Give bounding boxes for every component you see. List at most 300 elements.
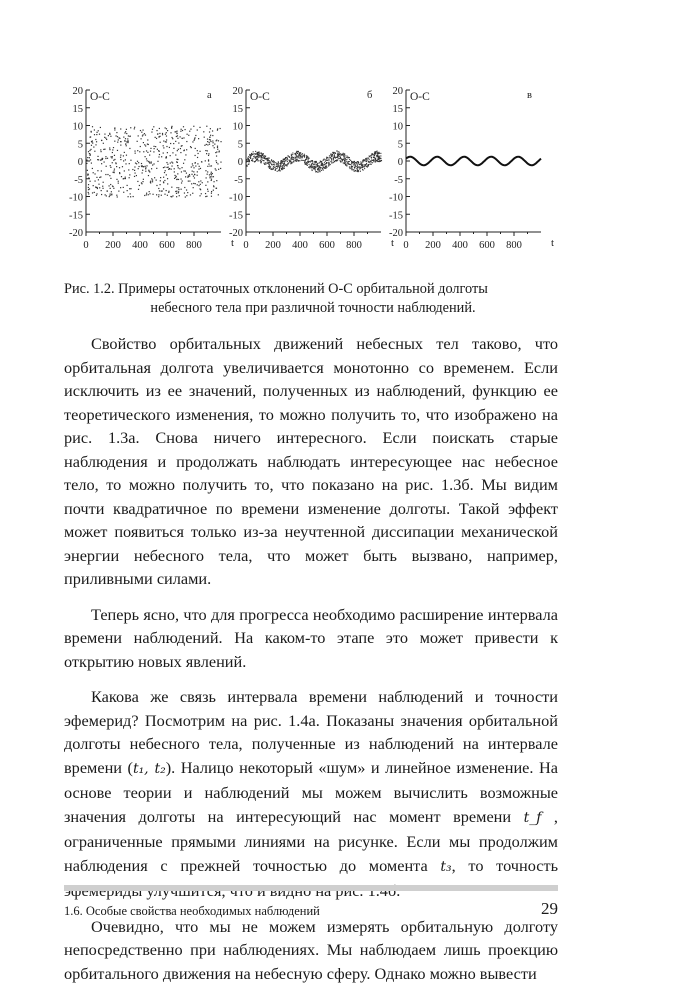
data-point — [92, 140, 93, 141]
data-point — [148, 194, 149, 195]
data-point — [166, 128, 167, 129]
x-tick-label: 400 — [132, 240, 148, 251]
time-t3-symbol: t₃ — [440, 858, 452, 875]
data-point — [114, 129, 115, 130]
chart-panel-3 — [389, 86, 554, 251]
data-point — [206, 177, 207, 178]
data-point — [185, 176, 186, 177]
data-point — [374, 153, 375, 154]
data-point — [192, 193, 193, 194]
data-point — [367, 158, 368, 159]
data-point — [184, 159, 185, 160]
data-point — [178, 142, 179, 143]
data-point — [218, 169, 219, 170]
data-point — [100, 151, 101, 152]
data-point — [333, 158, 334, 159]
x-tick-label: 400 — [452, 240, 468, 251]
y-tick-label: -20 — [229, 228, 243, 239]
data-point — [304, 154, 305, 155]
data-point — [217, 130, 218, 131]
data-point — [162, 133, 163, 134]
data-point — [364, 160, 365, 161]
data-point — [260, 153, 261, 154]
page-number: 29 — [541, 899, 558, 918]
data-point — [371, 154, 372, 155]
data-point — [359, 169, 360, 170]
data-point — [315, 171, 316, 172]
data-point — [350, 164, 351, 165]
data-point — [269, 160, 270, 161]
data-point — [96, 132, 97, 133]
data-point — [374, 151, 375, 152]
data-point — [335, 157, 336, 158]
data-point — [360, 161, 361, 162]
data-point — [287, 161, 288, 162]
data-point — [124, 170, 125, 171]
data-point — [295, 160, 296, 161]
data-point — [183, 163, 184, 164]
data-point — [158, 150, 159, 151]
data-point — [102, 159, 103, 160]
data-point — [210, 176, 211, 177]
data-point — [181, 167, 182, 168]
data-point — [189, 131, 190, 132]
data-point — [100, 176, 101, 177]
data-point — [273, 168, 274, 169]
data-point — [171, 137, 172, 138]
data-point — [348, 163, 349, 164]
data-point — [207, 191, 208, 192]
data-point — [357, 163, 358, 164]
data-point — [340, 153, 341, 154]
data-point — [257, 154, 258, 155]
data-point — [218, 151, 219, 152]
data-point — [375, 159, 376, 160]
data-point — [255, 157, 256, 158]
data-point — [338, 153, 339, 154]
data-point — [373, 161, 374, 162]
data-point — [93, 185, 94, 186]
data-point — [106, 166, 107, 167]
data-point — [381, 160, 382, 161]
data-point — [86, 163, 87, 164]
data-point — [119, 172, 120, 173]
data-point — [160, 180, 161, 181]
data-point — [90, 136, 91, 137]
data-point — [129, 177, 130, 178]
data-point — [329, 157, 330, 158]
data-point — [125, 177, 126, 178]
data-point — [100, 127, 101, 128]
data-point — [202, 182, 203, 183]
data-point — [189, 180, 190, 181]
data-point — [255, 153, 256, 154]
data-point — [345, 161, 346, 162]
data-point — [334, 161, 335, 162]
data-point — [193, 126, 194, 127]
data-point — [313, 164, 314, 165]
x-tick-label: 400 — [292, 240, 308, 251]
data-point — [143, 151, 144, 152]
data-point — [149, 191, 150, 192]
data-point — [287, 164, 288, 165]
data-point — [96, 177, 97, 178]
data-point — [110, 136, 111, 137]
data-point — [120, 128, 121, 129]
data-point — [309, 164, 310, 165]
x-axis-label: t — [231, 237, 235, 249]
data-point — [279, 170, 280, 171]
data-point — [206, 196, 207, 197]
data-point — [364, 168, 365, 169]
data-point — [192, 141, 193, 142]
data-point — [212, 130, 213, 131]
data-point — [112, 156, 113, 157]
y-tick-label: 5 — [77, 139, 83, 151]
data-point — [97, 170, 98, 171]
data-point — [284, 163, 285, 164]
data-point — [304, 155, 305, 156]
data-point — [147, 160, 148, 161]
data-point — [349, 168, 350, 169]
data-point — [258, 154, 259, 155]
data-point — [281, 160, 282, 161]
data-point — [92, 126, 93, 127]
data-point — [207, 181, 208, 182]
data-point — [200, 168, 201, 169]
data-point — [102, 186, 103, 187]
data-point — [183, 150, 184, 151]
data-point — [368, 158, 369, 159]
data-point — [123, 187, 124, 188]
data-point — [261, 153, 262, 154]
y-tick-label: -5 — [394, 174, 403, 186]
data-point — [283, 161, 284, 162]
data-point — [306, 164, 307, 165]
data-point — [97, 156, 98, 157]
data-point — [377, 159, 378, 160]
data-point — [281, 162, 282, 163]
data-point — [194, 174, 195, 175]
data-point — [94, 180, 95, 181]
data-point — [318, 163, 319, 164]
data-point — [194, 138, 195, 139]
data-point — [353, 169, 354, 170]
data-point — [248, 156, 249, 157]
data-point — [109, 134, 110, 135]
data-point — [214, 147, 215, 148]
data-point — [109, 195, 110, 196]
data-point — [112, 162, 113, 163]
data-point — [358, 161, 359, 162]
body-text — [64, 332, 558, 997]
data-point — [184, 129, 185, 130]
data-point — [371, 164, 372, 165]
data-point — [366, 163, 367, 164]
data-point — [145, 171, 146, 172]
data-point — [151, 131, 152, 132]
data-point — [126, 141, 127, 142]
y-tick-label: -15 — [69, 210, 83, 222]
data-point — [134, 127, 135, 128]
data-point — [175, 131, 176, 132]
data-point — [142, 165, 143, 166]
data-point — [333, 162, 334, 163]
data-point — [146, 193, 147, 194]
data-point — [372, 162, 373, 163]
data-point — [101, 170, 102, 171]
data-point — [283, 163, 284, 164]
data-point — [143, 166, 144, 167]
data-point — [325, 163, 326, 164]
data-point — [280, 166, 281, 167]
data-point — [135, 162, 136, 163]
data-point — [328, 160, 329, 161]
y-tick-label: 10 — [392, 121, 403, 133]
data-point — [128, 135, 129, 136]
data-point — [156, 130, 157, 131]
data-point — [192, 171, 193, 172]
data-point — [137, 181, 138, 182]
data-point — [188, 176, 189, 177]
data-point — [297, 157, 298, 158]
data-point — [120, 155, 121, 156]
data-point — [334, 157, 335, 158]
paragraph-3 — [64, 685, 558, 903]
data-point — [371, 162, 372, 163]
data-point — [89, 157, 90, 158]
data-point — [339, 152, 340, 153]
data-point — [209, 174, 210, 175]
data-point — [156, 185, 157, 186]
data-point — [140, 138, 141, 139]
data-point — [96, 141, 97, 142]
data-point — [319, 162, 320, 163]
data-point — [309, 167, 310, 168]
data-point — [213, 181, 214, 182]
data-point — [205, 160, 206, 161]
data-point — [287, 163, 288, 164]
data-point — [268, 160, 269, 161]
data-point — [101, 194, 102, 195]
data-point — [261, 155, 262, 156]
data-point — [183, 170, 184, 171]
data-point — [166, 157, 167, 158]
x-tick-label: 800 — [346, 240, 362, 251]
x-tick-label: 800 — [506, 240, 522, 251]
data-point — [96, 134, 97, 135]
data-point — [255, 160, 256, 161]
data-point — [218, 140, 219, 141]
data-point — [149, 193, 150, 194]
data-point — [280, 164, 281, 165]
data-point — [144, 133, 145, 134]
data-point — [111, 191, 112, 192]
data-point — [270, 168, 271, 169]
data-point — [341, 154, 342, 155]
data-point — [205, 185, 206, 186]
data-point — [362, 165, 363, 166]
data-point — [147, 139, 148, 140]
data-point — [253, 153, 254, 154]
data-point — [289, 157, 290, 158]
data-point — [115, 162, 116, 163]
data-point — [161, 195, 162, 196]
figure-svg — [58, 78, 618, 258]
data-point — [172, 162, 173, 163]
data-point — [197, 153, 198, 154]
data-point — [149, 154, 150, 155]
data-point — [345, 158, 346, 159]
data-point — [328, 159, 329, 160]
data-point — [287, 159, 288, 160]
data-point — [112, 185, 113, 186]
data-point — [201, 193, 202, 194]
data-point — [150, 151, 151, 152]
data-point — [88, 192, 89, 193]
data-point — [311, 165, 312, 166]
data-point — [99, 134, 100, 135]
data-point — [168, 167, 169, 168]
data-point — [361, 162, 362, 163]
data-point — [155, 146, 156, 147]
data-point — [249, 161, 250, 162]
data-point — [213, 190, 214, 191]
data-point — [314, 169, 315, 170]
y-tick-label: 20 — [232, 86, 243, 97]
data-point — [186, 141, 187, 142]
data-point — [100, 149, 101, 150]
data-point — [179, 195, 180, 196]
data-point — [153, 126, 154, 127]
data-point — [268, 162, 269, 163]
data-point — [354, 161, 355, 162]
panel-letter: а — [207, 90, 212, 101]
data-point — [373, 159, 374, 160]
data-point — [321, 167, 322, 168]
data-point — [148, 175, 149, 176]
data-point — [321, 170, 322, 171]
data-point — [153, 151, 154, 152]
data-point — [267, 158, 268, 159]
data-point — [208, 160, 209, 161]
data-point — [340, 161, 341, 162]
data-point — [132, 169, 133, 170]
data-point — [114, 127, 115, 128]
data-point — [220, 128, 221, 129]
data-point — [91, 162, 92, 163]
data-point — [308, 159, 309, 160]
data-point — [349, 161, 350, 162]
data-point — [189, 174, 190, 175]
data-point — [220, 141, 221, 142]
data-point — [344, 153, 345, 154]
data-point — [252, 158, 253, 159]
data-point — [113, 172, 114, 173]
data-point — [159, 184, 160, 185]
data-point — [331, 155, 332, 156]
data-point — [199, 166, 200, 167]
figure-1-2 — [58, 78, 618, 258]
data-point — [345, 155, 346, 156]
data-point — [148, 170, 149, 171]
data-point — [279, 167, 280, 168]
data-point — [360, 171, 361, 172]
data-point — [197, 157, 198, 158]
data-point — [207, 171, 208, 172]
caption-line-2: небесного тела при различной точности наблюдений. — [150, 300, 476, 316]
data-point — [129, 148, 130, 149]
data-point — [136, 163, 137, 164]
data-point — [363, 159, 364, 160]
data-point — [332, 152, 333, 153]
data-point — [193, 167, 194, 168]
data-point — [269, 168, 270, 169]
data-point — [130, 160, 131, 161]
data-point — [378, 159, 379, 160]
data-point — [358, 162, 359, 163]
data-point — [309, 158, 310, 159]
data-point — [284, 161, 285, 162]
data-point — [193, 140, 194, 141]
data-point — [274, 164, 275, 165]
data-point — [256, 153, 257, 154]
data-point — [110, 178, 111, 179]
data-point — [342, 161, 343, 162]
data-point — [209, 177, 210, 178]
data-point — [133, 196, 134, 197]
data-point — [193, 176, 194, 177]
data-point — [346, 157, 347, 158]
data-point — [277, 165, 278, 166]
data-point — [207, 141, 208, 142]
data-point — [139, 151, 140, 152]
data-point — [293, 160, 294, 161]
data-point — [177, 179, 178, 180]
data-point — [249, 160, 250, 161]
data-point — [327, 160, 328, 161]
data-point — [110, 184, 111, 185]
data-point — [282, 161, 283, 162]
data-point — [321, 164, 322, 165]
data-point — [208, 159, 209, 160]
data-point — [105, 174, 106, 175]
data-point — [146, 158, 147, 159]
data-point — [330, 153, 331, 154]
data-point — [259, 155, 260, 156]
data-point — [378, 157, 379, 158]
data-point — [212, 135, 213, 136]
data-point — [209, 139, 210, 140]
data-point — [260, 162, 261, 163]
data-point — [95, 144, 96, 145]
data-point — [315, 170, 316, 171]
data-point — [171, 128, 172, 129]
data-point — [157, 161, 158, 162]
data-point — [365, 158, 366, 159]
data-point — [206, 153, 207, 154]
data-point — [341, 159, 342, 160]
data-point — [107, 174, 108, 175]
data-point — [137, 141, 138, 142]
data-point — [125, 144, 126, 145]
data-point — [175, 191, 176, 192]
data-point — [292, 154, 293, 155]
data-point — [166, 141, 167, 142]
data-point — [109, 149, 110, 150]
panel-letter: в — [527, 90, 532, 101]
data-point — [258, 157, 259, 158]
